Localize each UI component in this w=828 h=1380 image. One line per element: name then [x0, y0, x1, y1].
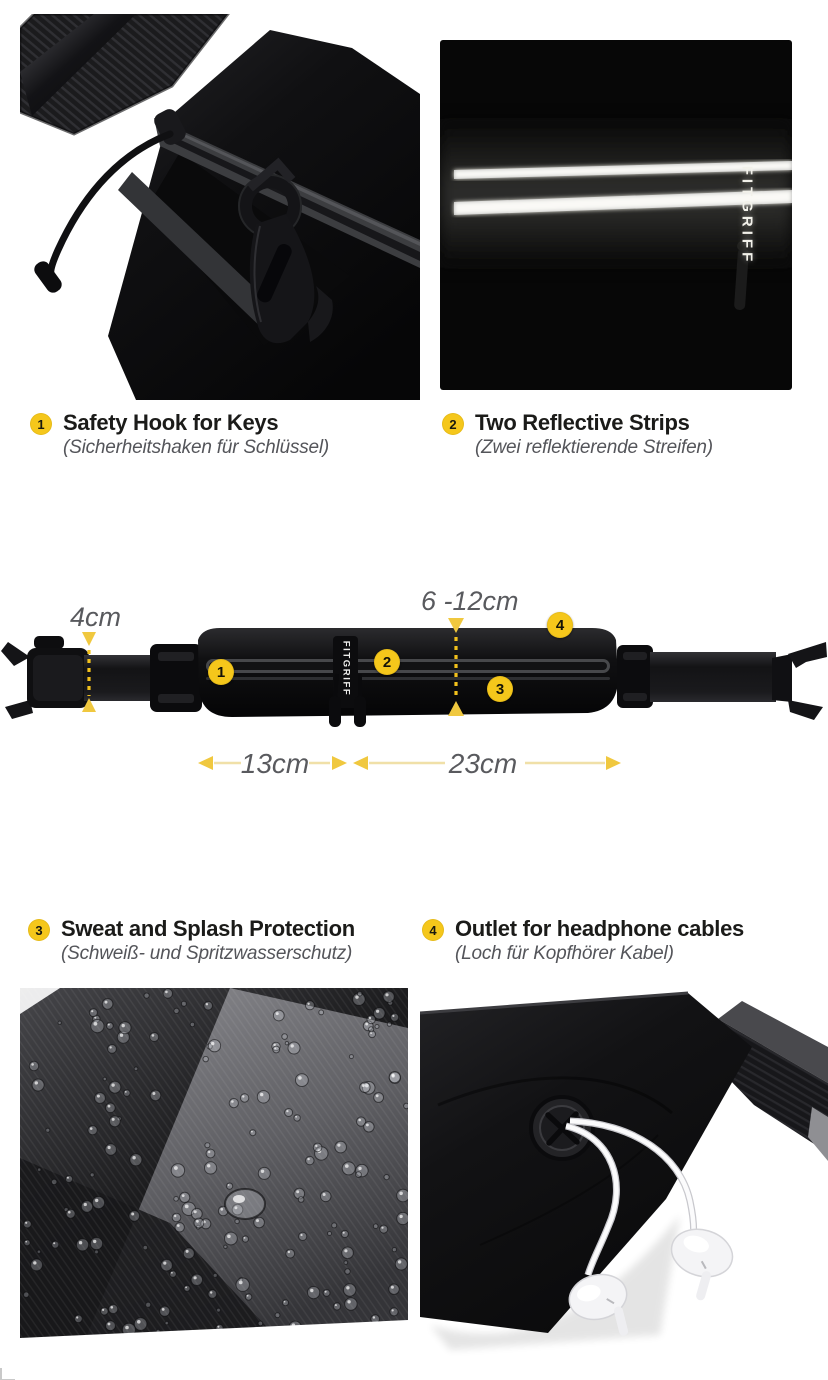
headphone-scene [420, 985, 828, 1375]
feature-2-title: Two Reflective Strips [475, 410, 690, 435]
measure-right-pocket: 23cm [448, 748, 518, 779]
droplet-scene [20, 988, 408, 1352]
feature-3-label [28, 916, 418, 965]
feature-2-label [442, 410, 822, 459]
belt-callout-4: 4 [547, 612, 573, 638]
cable-outlet-grommet [531, 1097, 593, 1159]
cord-end [32, 259, 65, 296]
left-slider [150, 644, 202, 712]
photo-splash-protection [20, 988, 408, 1352]
brand-logo-text: FITGRIFF [738, 165, 756, 265]
right-slider [617, 645, 653, 708]
brand-logo-vertical [726, 126, 768, 304]
feature-4-badge: 4 [422, 919, 444, 941]
feature-1-subtitle: (Sicherheitshaken für Schlüssel) [63, 437, 330, 459]
large-droplet [225, 1189, 265, 1219]
measure-strap-width: 4cm [70, 602, 122, 632]
belt-callout-3: 3 [487, 676, 513, 702]
feature-3-title: Sweat and Splash Protection [61, 916, 355, 941]
photo-headphone-outlet [420, 985, 828, 1375]
belt-callout-1: 1 [208, 659, 234, 685]
feature-3-subtitle: (Schweiß- und Spritzwasserschutz) [61, 943, 353, 965]
feature-1-label [30, 410, 420, 459]
belt-brand-logo [326, 636, 366, 700]
photo-reflective-strips [440, 40, 792, 390]
feature-4-title: Outlet for headphone cables [455, 916, 744, 941]
right-clip [772, 642, 827, 720]
measure-left-pocket: 13cm [240, 748, 310, 779]
feature-1-title: Safety Hook for Keys [63, 410, 279, 435]
feature-1-badge: 1 [30, 413, 52, 435]
belt-measurement-diagram [0, 560, 828, 800]
feature-4-subtitle: (Loch für Kopfhörer Kabel) [455, 943, 674, 965]
feature-4-label [422, 916, 822, 965]
safety-hook-scene [20, 14, 420, 400]
feature-2-subtitle: (Zwei reflektierende Streifen) [475, 437, 713, 459]
belt-brand-logo-text: FITGRIFF [340, 640, 352, 696]
feature-2-badge: 2 [442, 413, 464, 435]
photo-safety-hook [20, 14, 420, 400]
left-buckle [1, 636, 89, 719]
belt-callout-2: 2 [374, 649, 400, 675]
feature-3-badge: 3 [28, 919, 50, 941]
belt-illustration [0, 560, 828, 800]
measure-pouch-height: 6 -12cm [421, 586, 519, 616]
right-strap [650, 652, 776, 702]
corner-mark [0, 1368, 15, 1380]
